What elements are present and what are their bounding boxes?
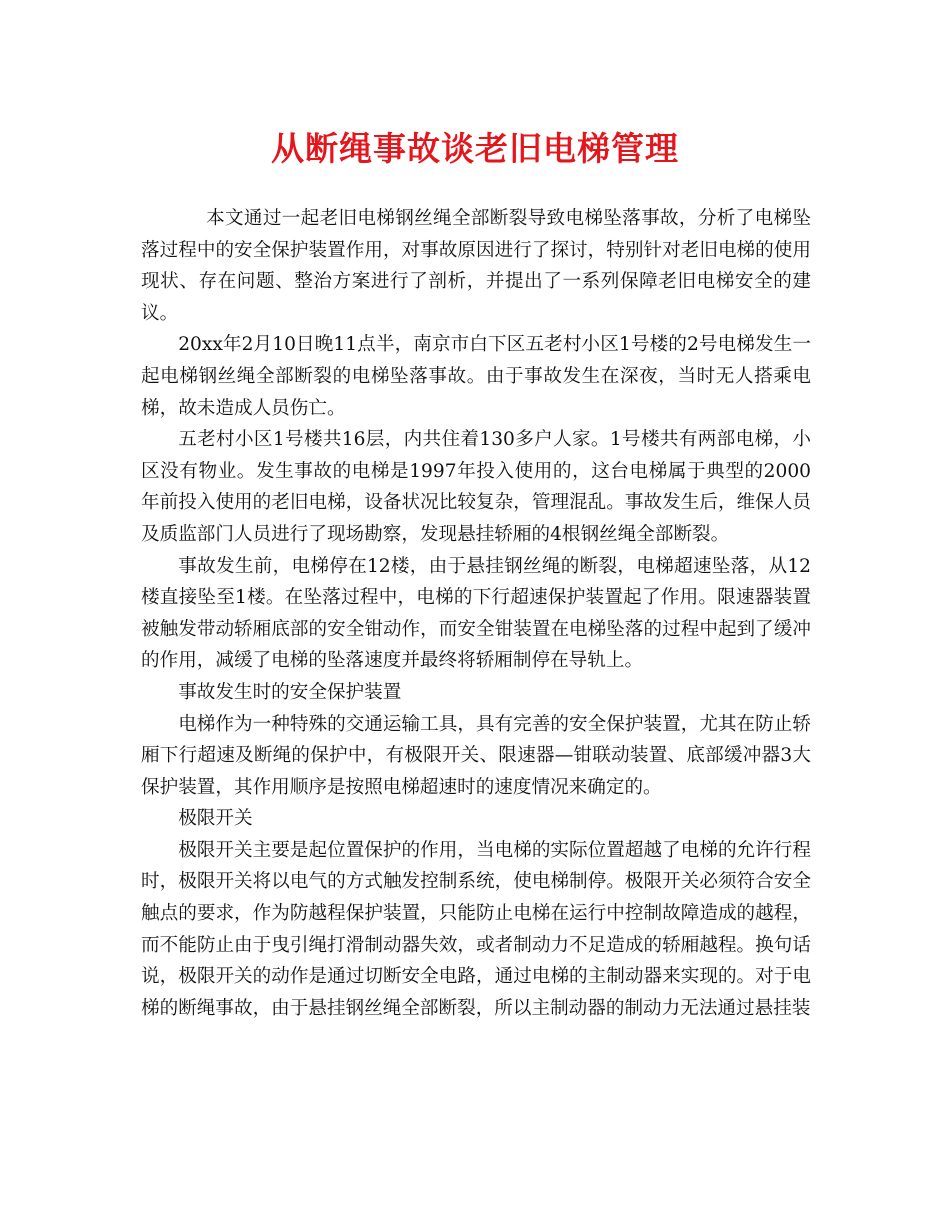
section-heading-limit-switch: 极限开关	[178, 808, 253, 830]
paragraph-limit-switch: 极限开关主要是起位置保护的作用，当电梯的实际位置超越了电梯的允许行程时，极限开关将以电气的方式触发控制系统，使电梯制停。极限开关必须符合安全触点的要求，作为防越程保护装置，只能防止电梯在运行中控制故障造成的越程，而不能防止由于曳引绳打滑制动器失效，或者制动力不足造成的轿厢越程。换句话说，极限开关的动作是通过切断安全电路，通过电梯的主制动器来实现的。对于电梯的断绳事故，由于悬挂钢丝绳全部断裂，所以主制动器的制动力无法通过悬挂装	[141, 839, 811, 1019]
document-body	[141, 203, 811, 1024]
paragraph-fall-process: 事故发生前，电梯停在12楼，由于悬挂钢丝绳的断裂，电梯超速坠落，从12楼直接坠至1楼。在坠落过程中，电梯的下行超速保护装置起了作用。限速器装置被触发带动轿厢底部的安全钳动作，而安全钳装置在电梯坠落的过程中起到了缓冲的作用，减缓了电梯的坠落速度并最终将轿厢制停在导轨上。	[141, 555, 811, 672]
paragraph-building-info: 五老村小区1号楼共16层，内共住着130多户人家。1号楼共有两部电梯，小区没有物业。发生事故的电梯是1997年投入使用的，这台电梯属于典型的2000年前投入使用的老旧电梯，设备状况比较复杂，管理混乱。事故发生后，维保人员及质监部门人员进行了现场勘察，发现悬挂轿厢的4根钢丝绳全部断裂。	[141, 429, 811, 545]
abstract-paragraph: 本文通过一起老旧电梯钢丝绳全部断裂导致电梯坠落事故，分析了电梯坠落过程中的安全保护装置作用，对事故原因进行了探讨，特别针对老旧电梯的使用现状、存在问题、整治方案进行了剖析，并提出了一系列保障老旧电梯安全的建议。	[141, 208, 811, 324]
document-title: 从断绳事故谈老旧电梯管理	[271, 129, 679, 168]
paragraph-safety-devices: 电梯作为一种特殊的交通运输工具，具有完善的安全保护装置，尤其在防止轿厢下行超速及断绳的保护中，有极限开关、限速器—钳联动装置、底部缓冲器3大保护装置，其作用顺序是按照电梯超速时的速度情况来确定的。	[141, 713, 811, 798]
section-heading-safety-devices: 事故发生时的安全保护装置	[178, 681, 402, 703]
paragraph-accident-event: 20xx年2月10日晚11点半，南京市白下区五老村小区1号楼的2号电梯发生一起电梯钢丝绳全部断裂的电梯坠落事故。由于事故发生在深夜，当时无人搭乘电梯，故未造成人员伤亡。	[141, 334, 811, 419]
